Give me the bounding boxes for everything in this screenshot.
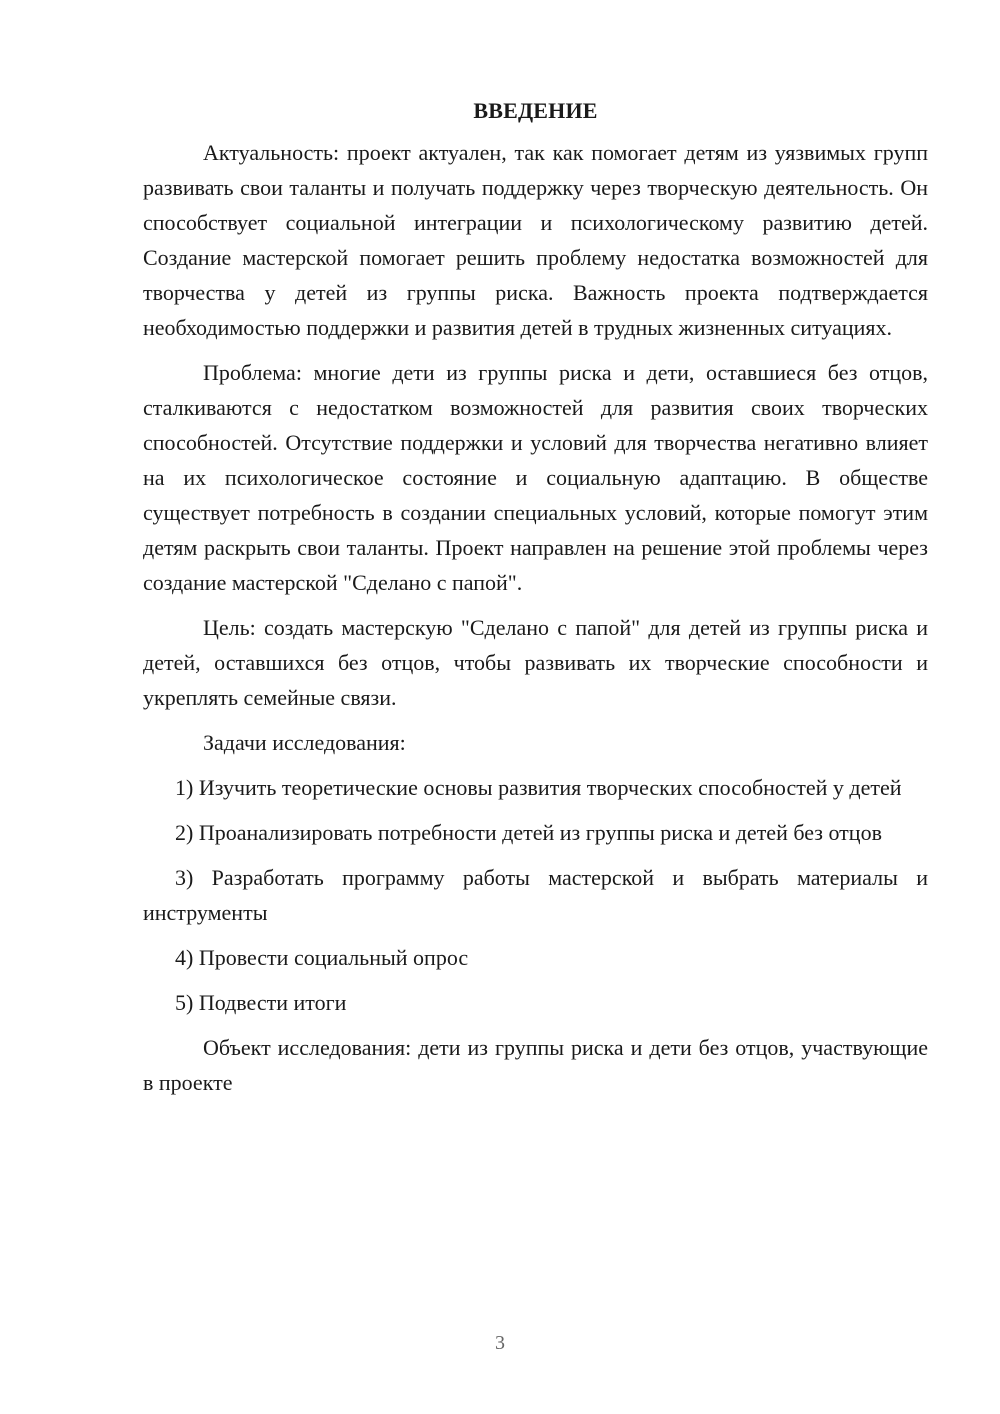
- list-item: 3) Разработать программу работы мастерской и выбрать материалы и инструменты: [143, 865, 928, 925]
- document-page: [143, 95, 928, 1100]
- paragraph-relevance: Актуальность: проект актуален, так как помогает детям из уязвимых групп развивать свои таланты и получать поддержку через творческую деятельность. Он способствует социальной интеграции и психологическому развитию детей. Создание мастерской помогает решить проблему недостатка возможностей для творчества у детей из группы риска. Важность проекта подтверждается необходимостью поддержки и развития детей в трудных жизненных ситуациях.: [143, 140, 928, 340]
- section-heading: ВВЕДЕНИЕ: [473, 98, 598, 123]
- page-number: 3: [495, 1332, 505, 1354]
- tasks-heading: Задачи исследования:: [203, 730, 406, 755]
- paragraph-object: Объект исследования: дети из группы риска и дети без отцов, участвующие в проекте: [143, 1035, 928, 1095]
- list-item: 5) Подвести итоги: [175, 990, 347, 1015]
- paragraph-problem: Проблема: многие дети из группы риска и дети, оставшиеся без отцов, сталкиваются с недостатком возможностей для развития своих творческих способностей. Отсутствие поддержки и условий для творчества негативно влияет на их психологическое состояние и социальную адаптацию. В обществе существует потребность в создании специальных условий, которые помогут этим детям раскрыть свои таланты. Проект направлен на решение этой проблемы через создание мастерской "Сделано с папой".: [143, 360, 928, 595]
- paragraph-goal: Цель: создать мастерскую "Сделано с папой" для детей из группы риска и детей, оставшихся без отцов, чтобы развивать их творческие способности и укреплять семейные связи.: [143, 615, 928, 710]
- list-item: 2) Проанализировать потребности детей из группы риска и детей без отцов: [175, 820, 882, 845]
- list-item: 4) Провести социальный опрос: [175, 945, 469, 970]
- list-item: 1) Изучить теоретические основы развития творческих способностей у детей: [175, 775, 902, 800]
- tasks-list: [143, 770, 928, 1020]
